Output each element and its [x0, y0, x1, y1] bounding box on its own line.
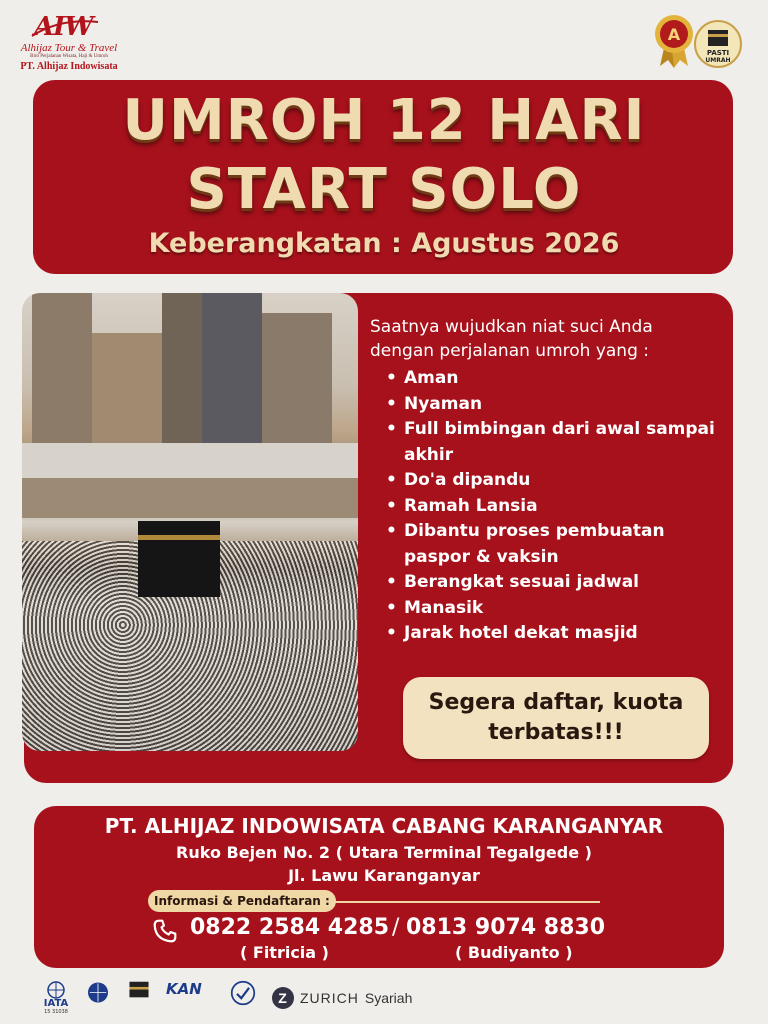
himpuh-icon — [124, 980, 154, 1006]
list-item: • Aman — [384, 366, 729, 392]
list-item: • Ramah Lansia — [384, 494, 729, 520]
list-item: • Nyaman — [384, 392, 729, 418]
medal-letter: A — [667, 25, 681, 44]
iata-logo — [36, 980, 76, 1016]
list-item: • Full bimbingan dari awal sampai akhir — [384, 417, 729, 468]
iata-code: 15 31038 — [44, 1009, 68, 1015]
brand-tagline: Biro Perjalanan Wisata, Haji & Umroh — [30, 54, 108, 59]
pasti-label: PASTI — [706, 49, 730, 57]
headline-line1: UMROH 12 HARI — [122, 88, 646, 153]
phone-separator: / — [392, 915, 400, 940]
brand-company: PT. Alhijaz Indowisata — [20, 61, 118, 72]
kaaba-photo — [22, 293, 358, 751]
feature-list — [384, 366, 729, 647]
cta-label: Segera daftar, kuota terbatas!!! — [428, 690, 684, 745]
kan-logo — [166, 980, 226, 1016]
list-item: • Do'a dipandu — [384, 468, 729, 494]
iata-globe-icon — [36, 980, 76, 1000]
list-item: • Dibantu proses pembuatan paspor & vaksin — [384, 519, 729, 570]
info-label: Informasi & Pendaftaran : — [148, 890, 336, 912]
phone-number-2[interactable]: 0813 9074 8830 — [406, 915, 606, 940]
zurich-label: ZURICH — [300, 990, 359, 1006]
headline-line2: START SOLO — [186, 157, 582, 222]
intro-text: Saatnya wujudkan niat suci Anda dengan perjalanan umroh yang : — [370, 317, 653, 361]
umrah-label: UMRAH — [705, 57, 731, 64]
register-cta — [403, 677, 709, 759]
iso-globe-icon — [80, 980, 116, 1010]
logo-mark: AIW — [34, 12, 93, 42]
address-line1: Ruko Bejen No. 2 ( Utara Terminal Tegalgede ) — [176, 843, 592, 862]
contact-name-2: ( Budiyanto ) — [455, 943, 573, 962]
kan-label: KAN — [166, 980, 202, 998]
brand-logo — [14, 10, 144, 72]
list-item: • Jarak hotel dekat masjid — [384, 621, 729, 647]
zurich-z-icon: Z — [272, 987, 294, 1009]
iata-label: IATA — [43, 998, 69, 1009]
divider — [330, 901, 600, 903]
branch-name: PT. ALHIJAZ INDOWISATA CABANG KARANGANYAR — [104, 814, 664, 838]
list-item: • Manasik — [384, 596, 729, 622]
phone-number-1[interactable]: 0822 2584 4285 — [190, 915, 390, 940]
departure-date: Keberangkatan : Agustus 2026 — [148, 228, 620, 259]
medal-icon — [654, 14, 694, 68]
contact-name-1: ( Fitricia ) — [240, 943, 329, 962]
pasti-umrah-icon — [694, 20, 742, 68]
phone-icon — [152, 918, 178, 944]
certification-icon — [230, 980, 256, 1006]
address-line2: Jl. Lawu Karanganyar — [288, 866, 480, 885]
zurich-logo — [272, 980, 442, 1016]
zurich-suffix: Syariah — [364, 990, 413, 1006]
brand-name: Alhijaz Tour & Travel — [20, 42, 118, 54]
kaaba-icon — [138, 521, 220, 597]
list-item: • Berangkat sesuai jadwal — [384, 570, 729, 596]
